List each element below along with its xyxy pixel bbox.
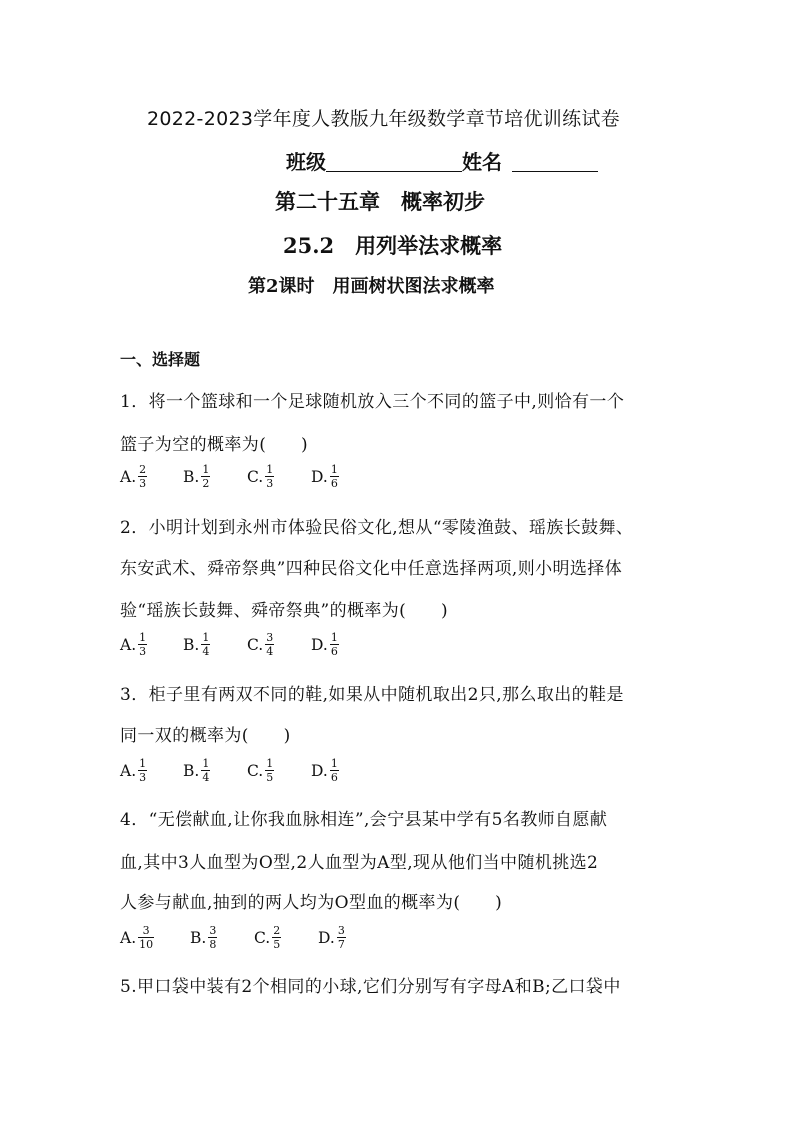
- question-3-line-1: 3．柜子里有两双不同的鞋,如果从中随机取出2只,那么取出的鞋是: [120, 685, 624, 705]
- question-2-line-3: 验“瑶族长鼓舞、舜帝祭典”的概率为( ): [120, 601, 449, 621]
- question-4-line-2: 血,其中3人血型为O型,2人血型为A型,现从他们当中随机挑选2: [120, 853, 599, 873]
- question-1-line-2: 篮子为空的概率为( ): [120, 435, 309, 455]
- part-title: 一、选择题: [120, 350, 201, 369]
- question-2-line-2: 东安武术、舜帝祭典”四种民俗文化中任意选择两项,则小明选择体: [120, 559, 623, 579]
- question-3-option-d[interactable]: D. $\frac{1}{6}$: [311, 757, 338, 784]
- question-4-option-b[interactable]: B. $\frac{3}{8}$: [190, 924, 217, 951]
- name-blank[interactable]: [512, 152, 598, 172]
- question-2-option-d[interactable]: D. $\frac{1}{6}$: [311, 631, 338, 658]
- class-name-line: [286, 146, 598, 175]
- question-4-line-1: 4．“无偿献血,让你我血脉相连”,会宁县某中学有5名教师自愿献: [120, 810, 608, 830]
- class-blank[interactable]: [326, 152, 462, 172]
- question-1-option-b[interactable]: B. $\frac{1}{2}$: [183, 463, 210, 490]
- question-5-line-1: 5.甲口袋中装有2个相同的小球,它们分别写有字母A和B;乙口袋中: [120, 977, 621, 997]
- question-1-line-1: 1．将一个篮球和一个足球随机放入三个不同的篮子中,则恰有一个: [120, 392, 625, 412]
- question-4-option-d[interactable]: D. $\frac{3}{7}$: [318, 924, 345, 951]
- question-3-option-c[interactable]: C. $\frac{1}{5}$: [247, 757, 274, 784]
- question-1-option-a[interactable]: A. $\frac{2}{3}$: [120, 463, 147, 490]
- question-3-line-2: 同一双的概率为( ): [120, 726, 291, 746]
- class-label: 班级: [286, 150, 326, 174]
- document-title: 2022-2023学年度人教版九年级数学章节培优训练试卷: [147, 108, 620, 130]
- question-1-option-c[interactable]: C. $\frac{1}{3}$: [247, 463, 274, 490]
- lesson-title: 第2课时 用画树状图法求概率: [248, 276, 495, 297]
- question-2-line-1: 2．小明计划到永州市体验民俗文化,想从“零陵渔鼓、瑶族长鼓舞、: [120, 518, 634, 538]
- question-1-option-d[interactable]: D. $\frac{1}{6}$: [311, 463, 338, 490]
- question-4-option-c[interactable]: C. $\frac{2}{5}$: [254, 924, 281, 951]
- question-4-line-3: 人参与献血,抽到的两人均为O型血的概率为( ): [120, 893, 503, 913]
- name-label: 姓名: [462, 150, 502, 174]
- question-4-option-a[interactable]: A. $\frac{3}{10}$: [120, 924, 154, 951]
- question-3-option-a[interactable]: A. $\frac{1}{3}$: [120, 757, 147, 784]
- section-title: 25.2 用列举法求概率: [283, 233, 503, 258]
- question-2-option-b[interactable]: B. $\frac{1}{4}$: [183, 631, 210, 658]
- question-3-option-b[interactable]: B. $\frac{1}{4}$: [183, 757, 210, 784]
- question-2-option-c[interactable]: C. $\frac{3}{4}$: [247, 631, 274, 658]
- chapter-title: 第二十五章 概率初步: [275, 189, 485, 214]
- question-2-option-a[interactable]: A. $\frac{1}{3}$: [120, 631, 147, 658]
